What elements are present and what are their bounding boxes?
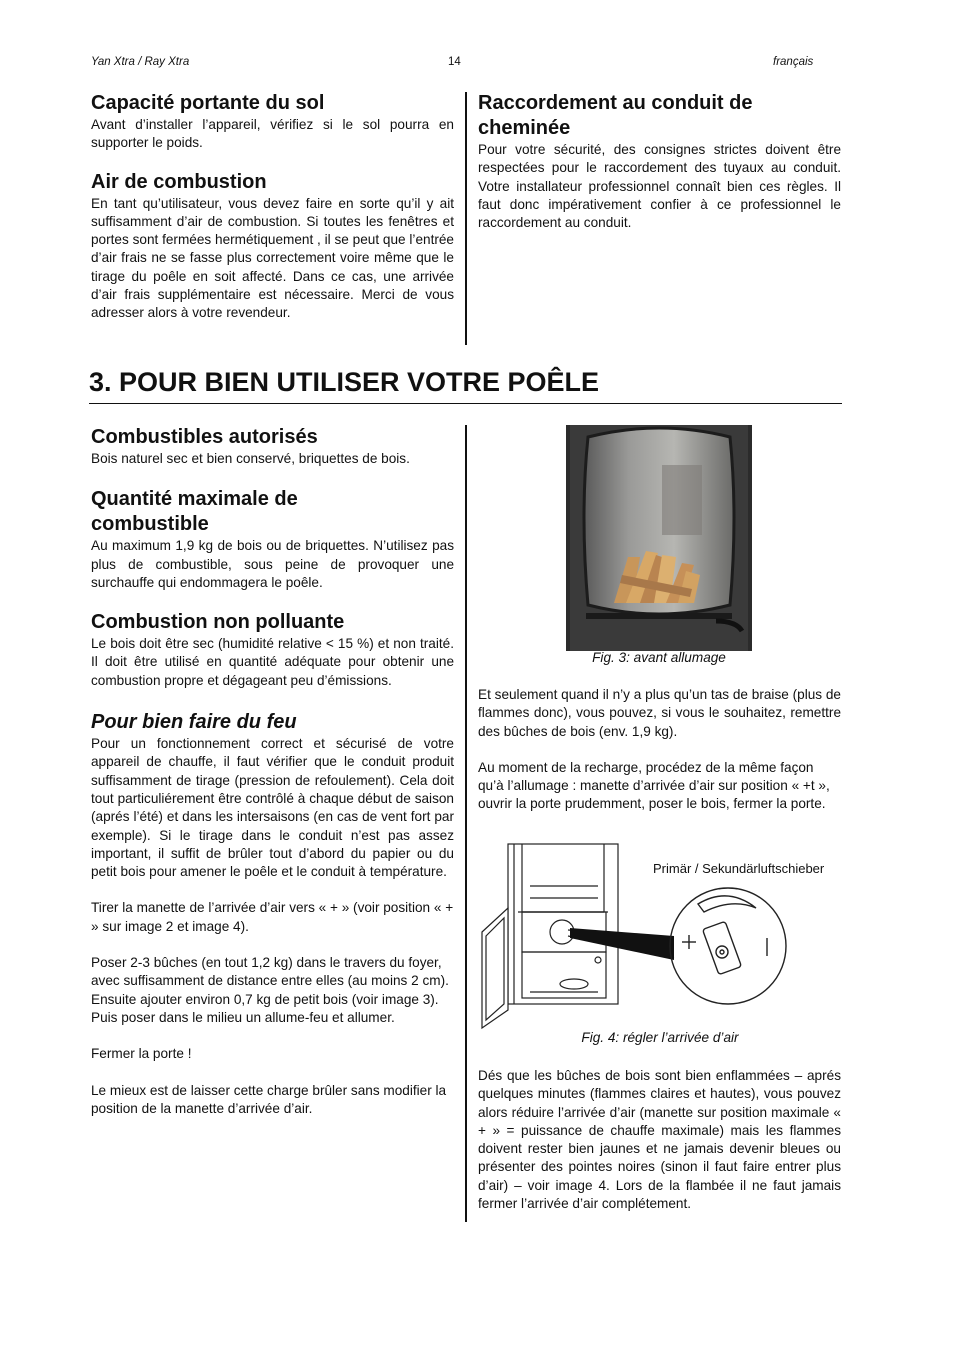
column-divider-top [465,92,467,345]
paragraph-recharge: Au moment de la recharge, procédez de la même façon qu’à l’allumage : manette d’arrivée d’air sur position « +t », ouvrir la porte prudemment, poser le bois, fermer la porte. [478,759,830,812]
top-right-column [478,91,841,232]
section-text-quantite: Au maximum 1,9 kg de bois ou de briquettes. N’utilisez pas plus de combustible, sous peine de provoquer une surchauffe qui endommagera le poêle. [91,538,454,590]
main-right-text-bottom [478,1067,841,1213]
section-title-combustion: Combustion non polluante [91,611,345,634]
section-text-combustion: Le bois doit être sec (humidité relative < 15 %) et non traité. Il doit être utilisé en quantité adéquate pour obtenir une combustion propre et dégageant peu d’émissions. [91,636,454,688]
paragraph-braise: Et seulement quand il n’y a plus qu’un tas de braise (plus de flammes donc), vous pouvez, si vous le souhaitez, remettre des bûches de bois (env. 1,9 kg). [478,687,841,739]
paragraph-flammes: Dés que les bûches de bois sont bien enflammées – aprés quelques minutes (flammes claires et hautes), vous pouvez alors réduire l’arrivée d’air (manette sur position maximale « + » = puissance de chauffe maximale) mais les flammes doivent rester bien jaunes et ne jamais devenir bleues ou présenter des pointes noires (sinon il faut faire entrer plus d’air) – voir image 4. Lors de la flambée il ne faut jamais fermer l’arrivée d’air complétement. [478,1068,841,1212]
section-title-raccordement-1: Raccordement au conduit de [478,92,753,114]
section-text-capacite: Avant d’installer l’appareil, vérifiez si le sol pourra en supporter le poids. [91,117,454,151]
section-title-combustibles: Combustibles autorisés [91,426,318,448]
section-text-combustibles: Bois naturel sec et bien conservé, briquettes de bois. [91,451,410,466]
paragraph-laisser: Le mieux est de laisser cette charge brûler sans modifier la position de la manette d’arrivée d’air. [91,1082,447,1116]
column-divider-main [465,425,467,1222]
section-text-raccordement: Pour votre sécurité, des consignes strictes doivent être respectées pour le raccordement des tuyaux au conduit. Votre installateur professionnel connaît bien ces règles. Il faut donc impérativement confier à ce professionnel le raccordement au conduit. [478,142,841,231]
main-right-text-top [478,686,841,814]
chapter-rule [89,403,842,404]
stove-photo-figure [566,425,752,651]
chapter-title: POUR BIEN UTILISER VOTRE POÊLE [119,367,600,397]
paragraph-manette: Tirer la manette de l’arrivée d’air vers « + » (voir position « + » sur image 2 et image 4). [91,900,454,934]
section-title-quantite-1: Quantité maximale de [91,488,298,511]
chapter-number: 3. [89,367,112,397]
fig3-caption: Fig. 3: avant allumage [592,650,726,665]
header-doc-title: Yan Xtra / Ray Xtra [91,56,190,68]
fig4-label: Primär / Sekundärluftschieber [653,861,825,876]
top-left-column [91,91,454,323]
section-title-air: Air de combustion [91,170,267,193]
paragraph-buches: Poser 2-3 bûches (en tout 1,2 kg) dans le travers du foyer, avec suffisamment de distance entre elles (au moins 2 cm). Ensuite ajouter environ 0,7 kg de petit bois (voir image 3). Puis poser dans le milieu un allume-feu et allumer. [91,955,449,1025]
section-title-capacite: Capacité portante du sol [91,92,325,114]
section-text-air: En tant qu’utilisateur, vous devez faire en sorte qu’il y ait suffisamment d’air de combustion. Si toutes les fenêtres et portes sont fermées hermétiquement , il se peut que l’entrée d’air frais ne se fasse plus correctement voire même que le tirage du poêle en soit affecté. Dans ce cas, une arrivée d’air frais supplémentaire est nécessaire. Merci de vous adresser alors à votre revendeur. [91,195,454,321]
air-control-figure [478,842,842,1032]
header-language: français [773,56,814,68]
section-title-feu: Pour bien faire du feu [91,711,297,734]
main-left-column [91,425,454,1118]
fig4-caption: Fig. 4: régler l’arrivée d’air [581,1030,739,1045]
paragraph-fermer: Fermer la porte ! [91,1046,192,1062]
section-title-quantite-2: combustible [91,513,209,536]
section-text-feu: Pour un fonctionnement correct et sécurisé de votre appareil de chauffe, il faut vérifier que le conduit produit suffisamment de tirage (pression de refoulement). Cela doit tout particuliérement être contrôlé à chaque début de saison (aprés l’été) et dans les intersaisons (en cas de vent fort par exemple). Si le tirage dans le conduit n’est pas assez important, il suffit de brûler tout d’abord du papier ou du petit bois pour amener le poêle et le conduit à température. [91,736,454,880]
section-title-raccordement-2: cheminée [478,117,571,139]
header-page-number: 14 [448,56,461,68]
